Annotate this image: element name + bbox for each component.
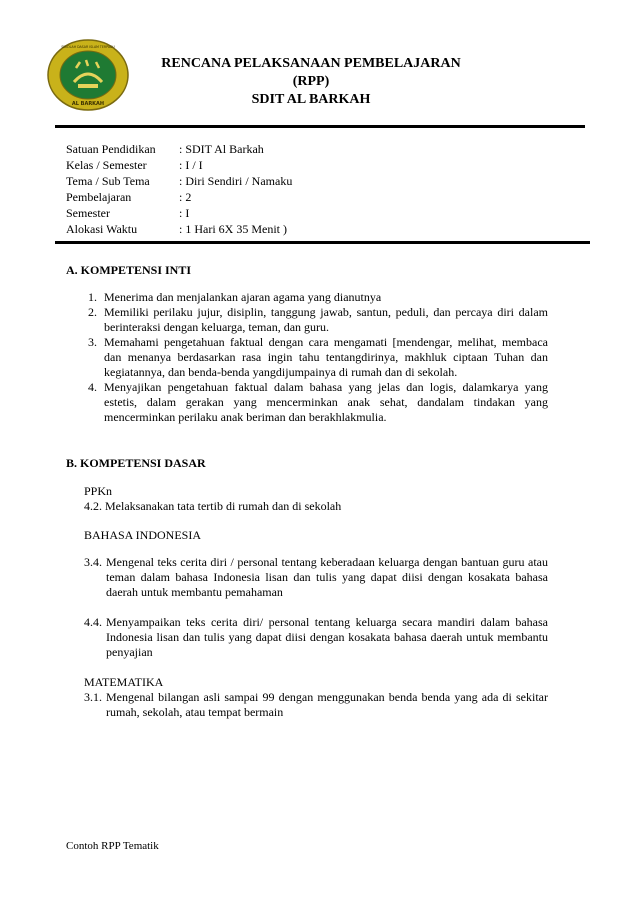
list-item	[88, 380, 548, 425]
subject-ppkn: PPKn	[84, 484, 113, 498]
identity-divider	[55, 241, 590, 244]
section-b-title: B. KOMPETENSI DASAR	[66, 456, 206, 470]
identity-row	[66, 189, 292, 205]
logo-ring-text: SEKOLAH DASAR ISLAM TERPADU	[61, 45, 115, 49]
list-item-text: Memiliki perilaku jujur, disiplin, tanggung jawab, santun, peduli, dan percaya diri dalam berinteraksi dengan keluarga, teman, dan guru.	[104, 305, 548, 334]
identity-value: : I / I	[179, 158, 203, 172]
header-divider	[55, 125, 585, 128]
list-item-number: 1.	[88, 290, 97, 304]
list-item-text: Mengenal teks cerita diri / personal tentang keberadaan keluarga dengan bantuan guru atau teman dalam bahasa Indonesia lisan dan tulis yang dapat diisi dengan kosakata bahasa daerah untuk membantu pemahaman	[106, 555, 548, 599]
identity-value: : Diri Sendiri / Namaku	[179, 174, 293, 188]
list-item	[88, 335, 548, 380]
identity-key: Kelas / Semester	[66, 158, 147, 172]
identity-table	[66, 141, 292, 237]
identity-row	[66, 173, 292, 189]
list-item-number: 4.4.	[84, 615, 102, 629]
identity-row	[66, 141, 292, 157]
identity-key: Tema / Sub Tema	[66, 174, 150, 188]
identity-key: Semester	[66, 206, 110, 220]
identity-value: : SDIT Al Barkah	[179, 142, 264, 156]
identity-value: : 2	[179, 190, 192, 204]
identity-row	[66, 221, 292, 237]
logo-bottom-text: AL BARKAH	[71, 101, 105, 107]
list-item-number: 3.4.	[84, 555, 102, 569]
list-item-number: 3.1.	[84, 690, 102, 704]
list-item-text: Mengenal bilangan asli sampai 99 dengan menggunakan benda benda yang ada di sekitar rumah, sekolah, atau tempat bermain	[106, 690, 548, 719]
subject-matematika: MATEMATIKA	[84, 675, 164, 689]
identity-key: Alokasi Waktu	[66, 222, 138, 236]
list-item-text: Menyajikan pengetahuan faktual dalam bahasa yang jelas dan logis, dalamkarya yang estetis, dalam gerakan yang mencerminkan anak sehat, dandalam tindakan yang mencerminkan perilaku anak beriman dan berakhlakmulia.	[104, 380, 548, 424]
subject-bahasa-indonesia: BAHASA INDONESIA	[84, 528, 202, 542]
list-item	[84, 615, 548, 660]
kompetensi-inti-list	[88, 290, 548, 425]
list-item-text: Memahami pengetahuan faktual dengan cara mengamati [mendengar, melihat, membaca dan menanya berdasarkan rasa ingin tahu tentangdirinya, makhluk ciptaan Tuhan dan kegiatannya, dan benda-benda yangdijumpainya di rumah dan di sekolah.	[104, 335, 548, 379]
identity-value: : 1 Hari 6X 35 Menit )	[179, 222, 287, 236]
list-item	[84, 690, 548, 720]
list-item-number: 3.	[88, 335, 97, 349]
doc-title-line1: RENCANA PELAKSANAAN PEMBELAJARAN	[161, 56, 461, 71]
school-logo-icon	[46, 38, 130, 112]
identity-key: Satuan Pendidikan	[66, 142, 156, 156]
identity-value: : I	[179, 206, 190, 220]
list-item	[84, 555, 548, 600]
list-item-number: 4.	[88, 380, 97, 394]
identity-row	[66, 205, 292, 221]
ppkn-item: 4.2. Melaksanakan tata tertib di rumah dan di sekolah	[84, 499, 342, 513]
footer-text: Contoh RPP Tematik	[66, 840, 159, 852]
doc-title-line3: SDIT AL BARKAH	[251, 92, 371, 107]
section-a-title: A. KOMPETENSI INTI	[66, 263, 192, 277]
list-item-number: 2.	[88, 305, 97, 319]
list-item-text: Menerima dan menjalankan ajaran agama yang dianutnya	[104, 290, 382, 304]
doc-title-line2: (RPP)	[292, 74, 330, 89]
list-item	[88, 305, 548, 335]
list-item-text: Menyampaikan teks cerita diri/ personal tentang keluarga secara mandiri dalam bahasa Indonesia lisan dan tulis yang dapat diisi dengan kosakata bahasa daerah untuk membantu penyajian	[106, 615, 548, 659]
identity-row	[66, 157, 292, 173]
list-item	[88, 290, 548, 305]
identity-key: Pembelajaran	[66, 190, 132, 204]
